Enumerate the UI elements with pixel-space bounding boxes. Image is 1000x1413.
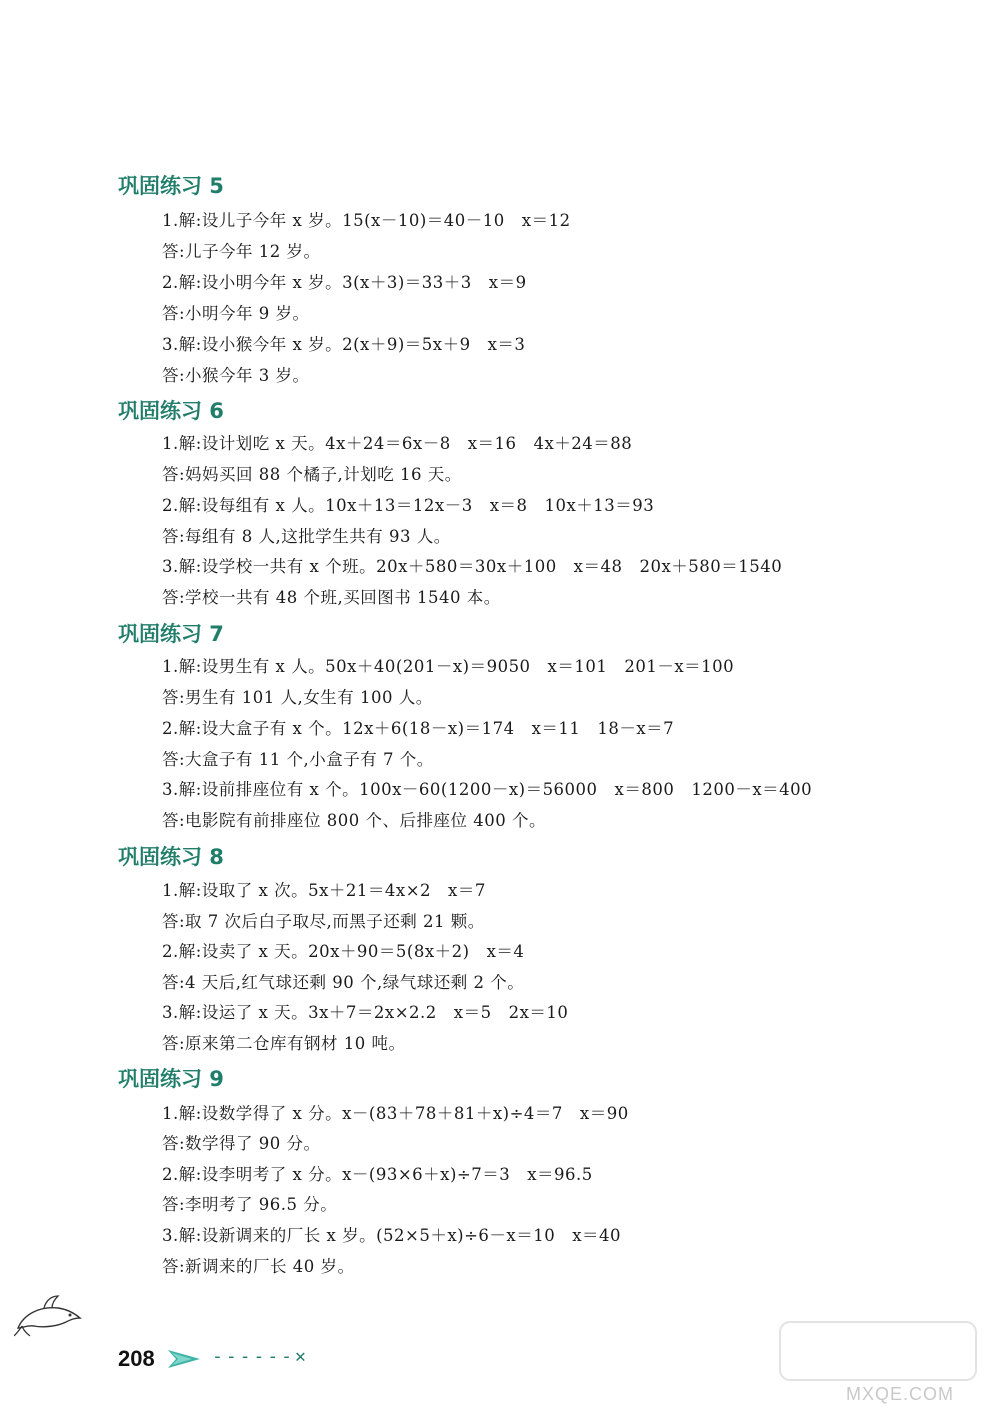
answer-line: 1.解:设儿子今年 x 岁。15(x－10)＝40－10 x＝12 — [162, 211, 571, 230]
section-title: 巩固练习 8 — [118, 845, 224, 869]
answer-line: 答:妈妈买回 88 个橘子,计划吃 16 天。 — [162, 465, 462, 484]
answer-line: 1.解:设男生有 x 人。50x＋40(201－x)＝9050 x＝101 201－x＝100 — [162, 657, 735, 676]
answer-line: 3.解:设前排座位有 x 个。100x－60(1200－x)＝56000 x＝800 1200－x＝400 — [162, 780, 813, 799]
dolphin-icon — [14, 1290, 84, 1342]
answer-line: 2.解:设小明今年 x 岁。3(x＋3)＝33＋3 x＝9 — [162, 273, 527, 292]
section-title: 巩固练习 7 — [118, 622, 224, 646]
footer-dashes: ------✕ — [212, 1346, 309, 1367]
section-title: 巩固练习 6 — [118, 399, 224, 423]
answer-line: 3.解:设学校一共有 x 个班。20x＋580＝30x＋100 x＝48 20x＋580＝1540 — [162, 557, 783, 576]
answer-line: 答:数学得了 90 分。 — [162, 1134, 321, 1153]
answer-line: 答:儿子今年 12 岁。 — [162, 242, 321, 261]
answer-line: 答:取 7 次后白子取尽,而黑子还剩 21 颗。 — [162, 912, 485, 931]
answer-line: 答:大盒子有 11 个,小盒子有 7 个。 — [162, 750, 434, 769]
watermark-logo — [778, 1316, 978, 1390]
answer-line: 答:李明考了 96.5 分。 — [162, 1195, 338, 1214]
answer-line: 1.解:设数学得了 x 分。x－(83＋78＋81＋x)÷4＝7 x＝90 — [162, 1104, 629, 1123]
answer-line: 答:原来第二仓库有钢材 10 吨。 — [162, 1034, 406, 1053]
answer-line: 答:男生有 101 人,女生有 100 人。 — [162, 688, 433, 707]
answer-line: 1.解:设取了 x 次。5x＋21＝4x×2 x＝7 — [162, 881, 486, 900]
answer-line: 2.解:设李明考了 x 分。x－(93×6＋x)÷7＝3 x＝96.5 — [162, 1165, 593, 1184]
answer-line: 1.解:设计划吃 x 天。4x＋24＝6x－8 x＝16 4x＋24＝88 — [162, 434, 633, 453]
answer-line: 2.解:设卖了 x 天。20x＋90＝5(8x＋2) x＝4 — [162, 942, 525, 961]
arrow-icon — [166, 1348, 202, 1374]
section-title: 巩固练习 5 — [118, 174, 224, 198]
answer-line: 答:4 天后,红气球还剩 90 个,绿气球还剩 2 个。 — [162, 973, 525, 992]
answer-line: 3.解:设新调来的厂长 x 岁。(52×5＋x)÷6－x＝10 x＝40 — [162, 1226, 622, 1245]
answer-line: 答:小明今年 9 岁。 — [162, 304, 310, 323]
answer-line: 答:每组有 8 人,这批学生共有 93 人。 — [162, 527, 451, 546]
answer-line: 答:小猴今年 3 岁。 — [162, 366, 310, 385]
answer-line: 2.解:设每组有 x 人。10x＋13＝12x－3 x＝8 10x＋13＝93 — [162, 496, 655, 515]
answer-line: 3.解:设小猴今年 x 岁。2(x＋9)＝5x＋9 x＝3 — [162, 335, 526, 354]
answer-line: 3.解:设运了 x 天。3x＋7＝2x×2.2 x＝5 2x＝10 — [162, 1003, 569, 1022]
section-title: 巩固练习 9 — [118, 1067, 224, 1091]
watermark-url: MXQE.COM — [846, 1384, 955, 1404]
answer-line: 答:电影院有前排座位 800 个、后排座位 400 个。 — [162, 811, 547, 830]
page-number: 208 — [118, 1346, 155, 1371]
answer-line: 答:学校一共有 48 个班,买回图书 1540 本。 — [162, 588, 501, 607]
answer-line: 2.解:设大盒子有 x 个。12x＋6(18－x)＝174 x＝11 18－x＝7 — [162, 719, 675, 738]
answer-line: 答:新调来的厂长 40 岁。 — [162, 1257, 355, 1276]
